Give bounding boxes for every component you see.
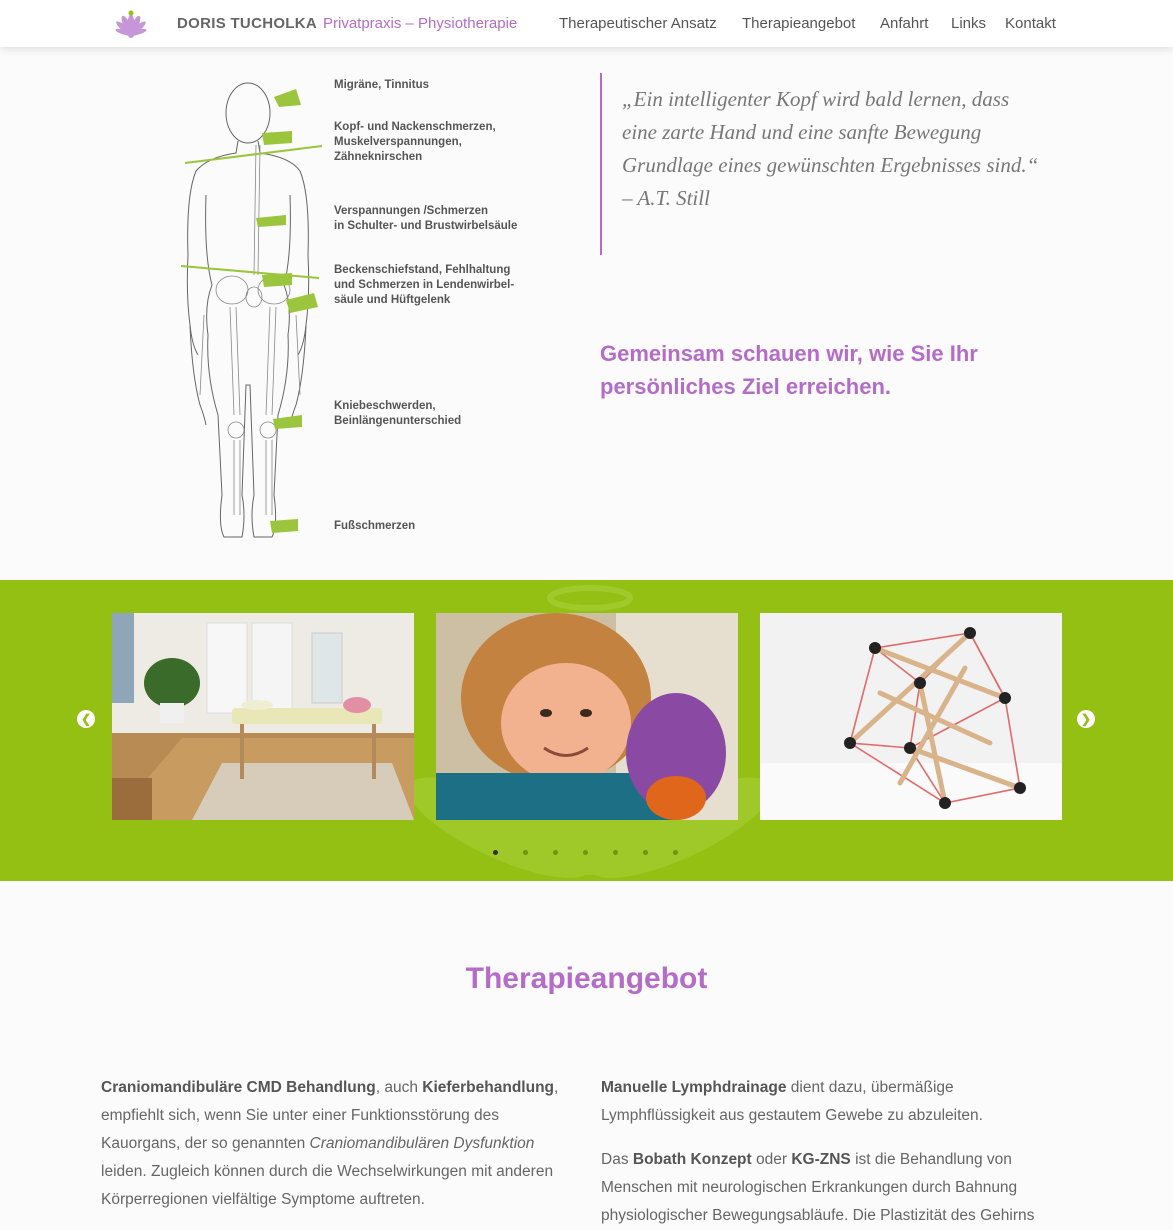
slider-dot[interactable] <box>583 850 588 855</box>
slider-dots <box>0 850 1173 860</box>
chevron-right-icon: ❯ <box>1080 712 1092 726</box>
slide-child[interactable] <box>436 613 738 820</box>
slider-prev-button[interactable] <box>77 710 95 728</box>
quote-block <box>600 73 1040 255</box>
slide-tensegrity-model[interactable] <box>760 613 1062 820</box>
body-label-schulter: Verspannungen /Schmerzen in Schulter- und Brustwirbelsäule <box>334 205 518 232</box>
nav-therapieangebot[interactable]: Therapieangebot <box>742 15 856 32</box>
slider-dot[interactable] <box>613 850 618 855</box>
quote-author: – A.T. Still <box>622 186 710 210</box>
therapy-paragraph-bobath: Das Bobath Konzept oder KG-ZNS ist die Behandlung von Menschen mit neurologischen Erkrankungen durch Bahnung physiologischer Bewegungsabläufe. Die Plastizität des Gehirns <box>601 1151 1035 1224</box>
slider-dot[interactable] <box>643 850 648 855</box>
nav-anfahrt[interactable]: Anfahrt <box>880 15 929 32</box>
section-title-therapieangebot: Therapieangebot <box>465 962 708 995</box>
slide-treatment-room[interactable] <box>112 613 414 820</box>
therapy-column-right <box>601 1074 1061 1230</box>
brand-subtitle[interactable]: Privatpraxis – Physiotherapie <box>323 15 518 32</box>
chevron-left-icon: ❮ <box>80 712 92 726</box>
nav-kontakt[interactable]: Kontakt <box>1005 15 1056 32</box>
body-label-migraene: Migräne, Tinnitus <box>334 79 429 91</box>
slider-dot[interactable] <box>553 850 558 855</box>
therapy-column-left <box>101 1074 576 1230</box>
site-header <box>0 0 1173 47</box>
body-outline-illustration <box>178 75 328 545</box>
slider-next-button[interactable] <box>1077 710 1095 728</box>
slider-dot[interactable] <box>493 850 498 855</box>
treatment-room-photo <box>112 613 414 820</box>
body-label-fuss: Fußschmerzen <box>334 520 416 532</box>
nav-links[interactable]: Links <box>951 15 987 32</box>
tagline: Gemeinsam schauen wir, wie Sie Ihr persönliches Ziel erreichen. <box>600 341 978 399</box>
nav-therapeutischer-ansatz[interactable]: Therapeutischer Ansatz <box>559 15 717 32</box>
child-photo <box>436 613 738 820</box>
body-label-kopf-nacken: Kopf- und Nackenschmerzen, Muskelverspannungen, Zähneknirschen <box>334 121 496 163</box>
therapy-paragraph-cmd: Craniomandibuläre CMD Behandlung, auch Kieferbehandlung, empfiehlt sich, wenn Sie unter einer Funktionsstörung des Kauorgans, der so genannten Craniomandibulären Dysfunktion leiden. Zugleich können durch die Wechselwirkungen mit anderen Körperregionen vielfältige Symptome auftreten. <box>101 1079 559 1208</box>
body-label-becken: Beckenschiefstand, Fehlhaltung und Schmerzen in Lendenwirbel- säule und Hüftgelenk <box>334 264 515 306</box>
slider-dot[interactable] <box>523 850 528 855</box>
tensegrity-model-photo <box>760 613 1062 820</box>
quote-text: „Ein intelligenter Kopf wird bald lernen, dass eine zarte Hand und eine sanfte Bewegung Grundlage eines gewünschten Ergebnisses sind.“ <box>622 87 1039 177</box>
slider-dot[interactable] <box>673 850 678 855</box>
main-nav <box>0 15 1173 35</box>
body-label-knie: Kniebeschwerden, Beinlängenunterschied <box>334 400 462 427</box>
image-slider <box>0 580 1173 881</box>
brand-name[interactable]: DORIS TUCHOLKA <box>177 15 318 32</box>
therapy-paragraph-lymphdrainage: Manuelle Lymphdrainage dient dazu, übermäßige Lymphflüssigkeit aus gestautem Gewebe zu abzuleiten. <box>601 1079 983 1124</box>
